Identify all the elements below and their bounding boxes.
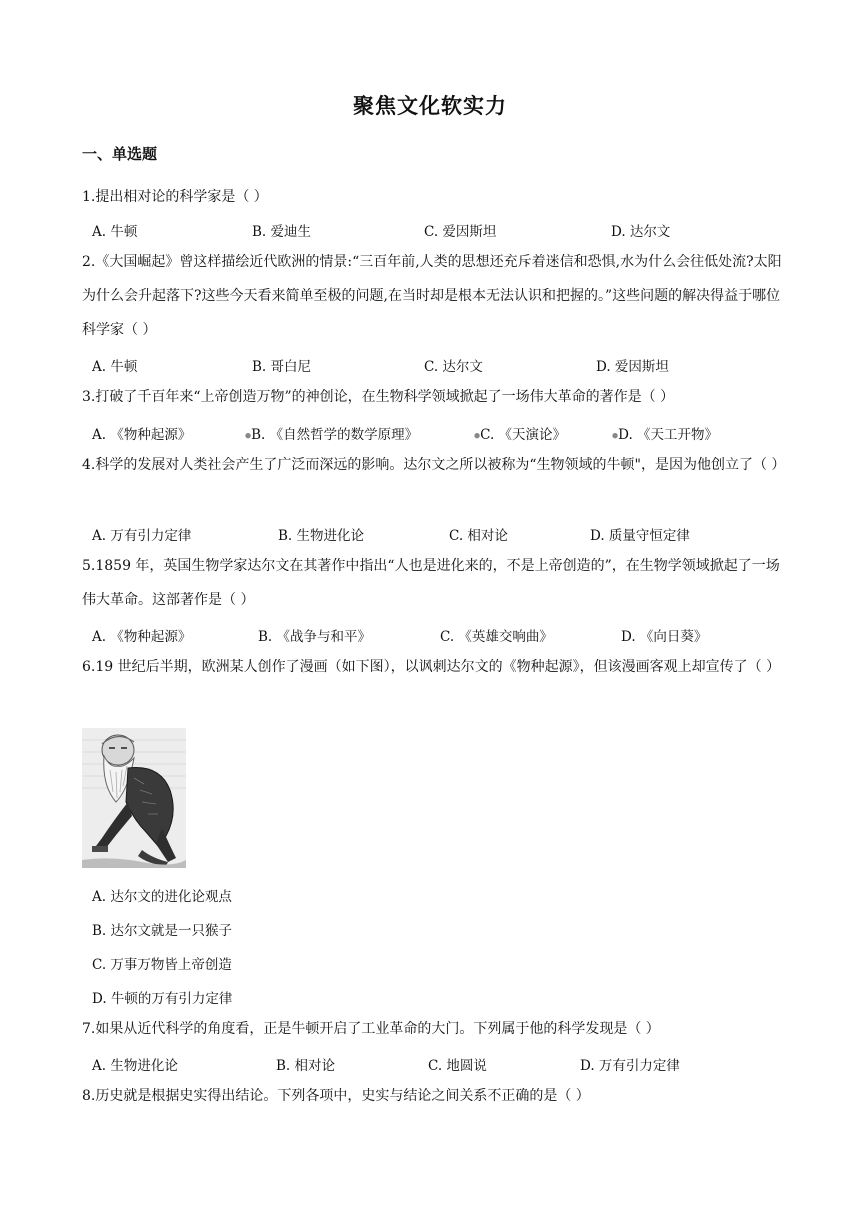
option-d[interactable]: D. 牛顿的万有引力定律 xyxy=(92,991,233,1007)
option-d[interactable]: D. 质量守恒定律 xyxy=(590,528,690,544)
option-d-label: D. 《天工开物》 xyxy=(618,427,719,443)
option-c-label: C. 《天演论》 xyxy=(480,427,567,443)
question-8: 8.历史就是根据史实得出结论。下列各项中，史实与结论之间关系不正确的是（ ） xyxy=(82,1088,590,1104)
option-a[interactable]: A. 牛顿 xyxy=(92,359,138,375)
question-4: 4.科学的发展对人类社会产生了广泛而深远的影响。达尔文之所以被称为“生物领域的牛顿"，是因为他创立了（ ） xyxy=(82,457,786,473)
option-d[interactable]: D. 《向日葵》 xyxy=(621,629,708,645)
option-b[interactable]: B. 生物进化论 xyxy=(278,528,365,544)
option-c[interactable]: C. 达尔文 xyxy=(424,359,483,375)
question-7: 7.如果从近代科学的角度看，正是牛顿开启了工业革命的大门。下列属于他的科学发现是（ ） xyxy=(82,1021,660,1037)
option-c[interactable]: C. 《英雄交响曲》 xyxy=(440,629,553,645)
option-b[interactable]: B. 达尔文就是一只猴子 xyxy=(92,923,233,939)
question-2: 2.《大国崛起》曾这样描绘近代欧洲的情景:“三百年前,人类的思想还充斥着迷信和恐惧,水为什么会往低处流?太阳为什么会升起落下?这些今天看来简单至极的问题,在当时却是根本无法认识和把握的。”这些问题的解决得益于哪位科学家（ ） xyxy=(82,254,782,338)
section-heading: 一、单选题 xyxy=(82,145,158,163)
question-7-options xyxy=(92,1054,812,1076)
question-5-options xyxy=(92,625,812,647)
question-4-options xyxy=(92,524,812,546)
option-a[interactable]: A. 《物种起源》 xyxy=(92,629,192,645)
question-3-options xyxy=(92,423,812,445)
option-b-label: B. 《自然哲学的数学原理》 xyxy=(251,427,419,443)
option-c[interactable] xyxy=(474,423,566,443)
option-c[interactable]: C. 爱因斯坦 xyxy=(424,224,497,240)
option-a[interactable]: A. 《物种起源》 xyxy=(92,427,192,443)
option-d[interactable]: D. 万有引力定律 xyxy=(580,1058,680,1074)
option-d[interactable] xyxy=(612,423,718,443)
question-1-options xyxy=(92,220,812,242)
option-c[interactable]: C. 相对论 xyxy=(449,528,508,544)
question-5: 5.1859 年，英国生物学家达尔文在其著作中指出“人也是进化来的，不是上帝创造的”，在生物学领域掀起了一场伟大革命。这部著作是（ ） xyxy=(82,558,780,608)
option-d[interactable]: D. 达尔文 xyxy=(611,224,671,240)
option-a[interactable]: A. 牛顿 xyxy=(92,224,138,240)
option-marker-icon: ● xyxy=(474,431,481,440)
option-b[interactable]: B. 相对论 xyxy=(276,1058,336,1074)
option-marker-icon: ● xyxy=(612,431,619,440)
question-3: 3.打破了千百年来“上帝创造万物”的神创论，在生物科学领域掀起了一场伟大革命的著作是（ ） xyxy=(82,389,675,405)
option-a[interactable]: A. 万有引力定律 xyxy=(92,528,192,544)
question-2-options xyxy=(92,355,812,377)
option-a[interactable]: A. 达尔文的进化论观点 xyxy=(92,889,232,905)
option-c[interactable]: C. 万事万物皆上帝创造 xyxy=(92,957,232,973)
darwin-cartoon-image xyxy=(82,728,186,868)
question-6: 6.19 世纪后半期，欧洲某人创作了漫画（如下图），以讽刺达尔文的《物种起源》，但该漫画客观上却宣传了（ ） xyxy=(82,659,781,675)
option-a[interactable]: A. 生物进化论 xyxy=(92,1058,178,1074)
option-marker-icon: ● xyxy=(245,431,252,440)
option-b[interactable]: B. 《战争与和平》 xyxy=(258,629,372,645)
page-title: 聚焦文化软实力 xyxy=(353,94,507,118)
option-b[interactable] xyxy=(245,423,418,443)
option-b[interactable]: B. 哥白尼 xyxy=(252,359,312,375)
option-b[interactable]: B. 爱迪生 xyxy=(252,224,312,240)
option-d[interactable]: D. 爱因斯坦 xyxy=(596,359,669,375)
option-c[interactable]: C. 地圆说 xyxy=(428,1058,487,1074)
question-1: 1.提出相对论的科学家是（ ） xyxy=(82,189,268,205)
